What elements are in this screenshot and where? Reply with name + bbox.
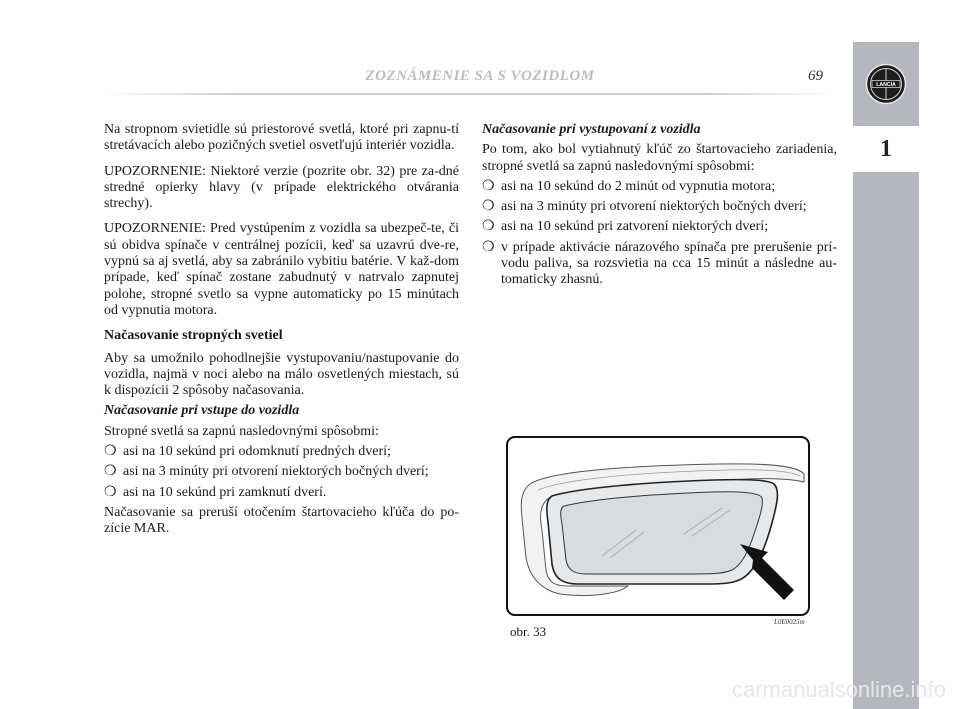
bullet-icon: ❍ [482,239,495,255]
paragraph: Aby sa umožnilo pohodlnejšie vystupovaniu/nastupovanie do vozidla, najmä v noci alebo na málo osvetlených miestach, sú k dispozícii 2 spôsoby načasovania. [104,350,459,399]
running-header-title: ZOZNÁMENIE SA S VOZIDLOM [365,68,595,84]
list-item [482,219,837,235]
list-item-text: asi na 10 sekúnd pri zamknutí dverí. [123,484,327,500]
list-item-text: asi na 3 minúty pri otvorení niektorých bočných dverí; [501,199,807,215]
list-item [104,444,459,460]
header-divider [105,93,833,95]
page-number: 69 [808,68,823,84]
list-item [104,464,459,480]
warning-paragraph: UPOZORNENIE: Niektoré verzie (pozrite obr. 32) pre za-dné stredné opierky hlavy (v prípade elektrického otvárania strechy). [104,163,459,212]
lancia-logo-text: LANCIA [876,82,896,88]
list-item-text: asi na 3 minúty pri otvorení niektorých bočných dverí; [123,464,429,480]
list-item-text: asi na 10 sekúnd pri zatvorení niektorých dverí; [501,219,769,235]
paragraph: Na stropnom svietidle sú priestorové svetlá, ktoré pri zapnu-tí stretávacích alebo pozičných svetiel osvetľujú interiér vozidla. [104,122,459,154]
list-item [482,199,837,215]
list-item-text: asi na 10 sekúnd pri odomknutí predných dverí; [123,444,391,460]
paragraph: Stropné svetlá sa zapnú nasledovnými spôsobmi: [104,423,379,439]
ceiling-light-illustration [508,438,808,614]
figure-frame [506,436,810,616]
list-item [482,240,837,289]
bullet-icon: ❍ [482,199,495,215]
bullet-icon: ❍ [104,484,117,500]
list-item-text: v prípade aktivácie nárazového spínača pre prerušenie prí-vodu paliva, sa rozsvietia na cca 15 minút a následne au-tomaticky zhasnú. [501,239,837,288]
list-item [482,179,837,195]
bullet-icon: ❍ [482,178,495,194]
list-item [104,485,459,501]
list-item-text: asi na 10 sekúnd do 2 minút od vypnutia motora; [501,178,776,194]
bullet-list [482,179,837,289]
paragraph: Po tom, ako bol vytiahnutý kľúč zo štartovacieho zariadenia, stropné svetlá sa zapnú nasledovnými spôsobmi: [482,142,837,174]
section-heading: Načasovanie stropných svetiel [104,328,283,344]
warning-paragraph: UPOZORNENIE: Pred vystúpením z vozidla sa ubezpeč-te, či sú obidva spínače v centrálnej pozícii, keď sa uzavrú dve-re, vypnú sa aj svetlá, aby sa zabránilo vybitiu batérie. V kaž-dom prípade, keď spínač zostane zabudnutý v natrvalo zapnutej polohe, stropné svetlo sa vypne automaticky po 15 minútach od vypnutia motora. [104,221,459,318]
subsection-heading: Načasovanie pri vstupe do vozidla [104,403,300,419]
subsection-heading: Načasovanie pri vystupovaní z vozidla [482,122,701,137]
left-column [104,122,459,547]
figure-caption: obr. 33 [510,624,547,639]
paragraph: Načasovanie sa preruší otočením štartovacieho kľúča do po-zície MAR. [104,504,459,537]
chapter-number-tab: 1 [853,126,919,172]
bullet-icon: ❍ [104,444,117,460]
figure-code: L0E0025m [774,618,805,626]
bullet-icon: ❍ [104,464,117,480]
bullet-icon: ❍ [482,219,495,235]
right-column [482,122,837,293]
bullet-list [104,444,459,501]
lancia-logo [865,63,907,105]
watermark: carmanualsonline.info [731,677,946,702]
